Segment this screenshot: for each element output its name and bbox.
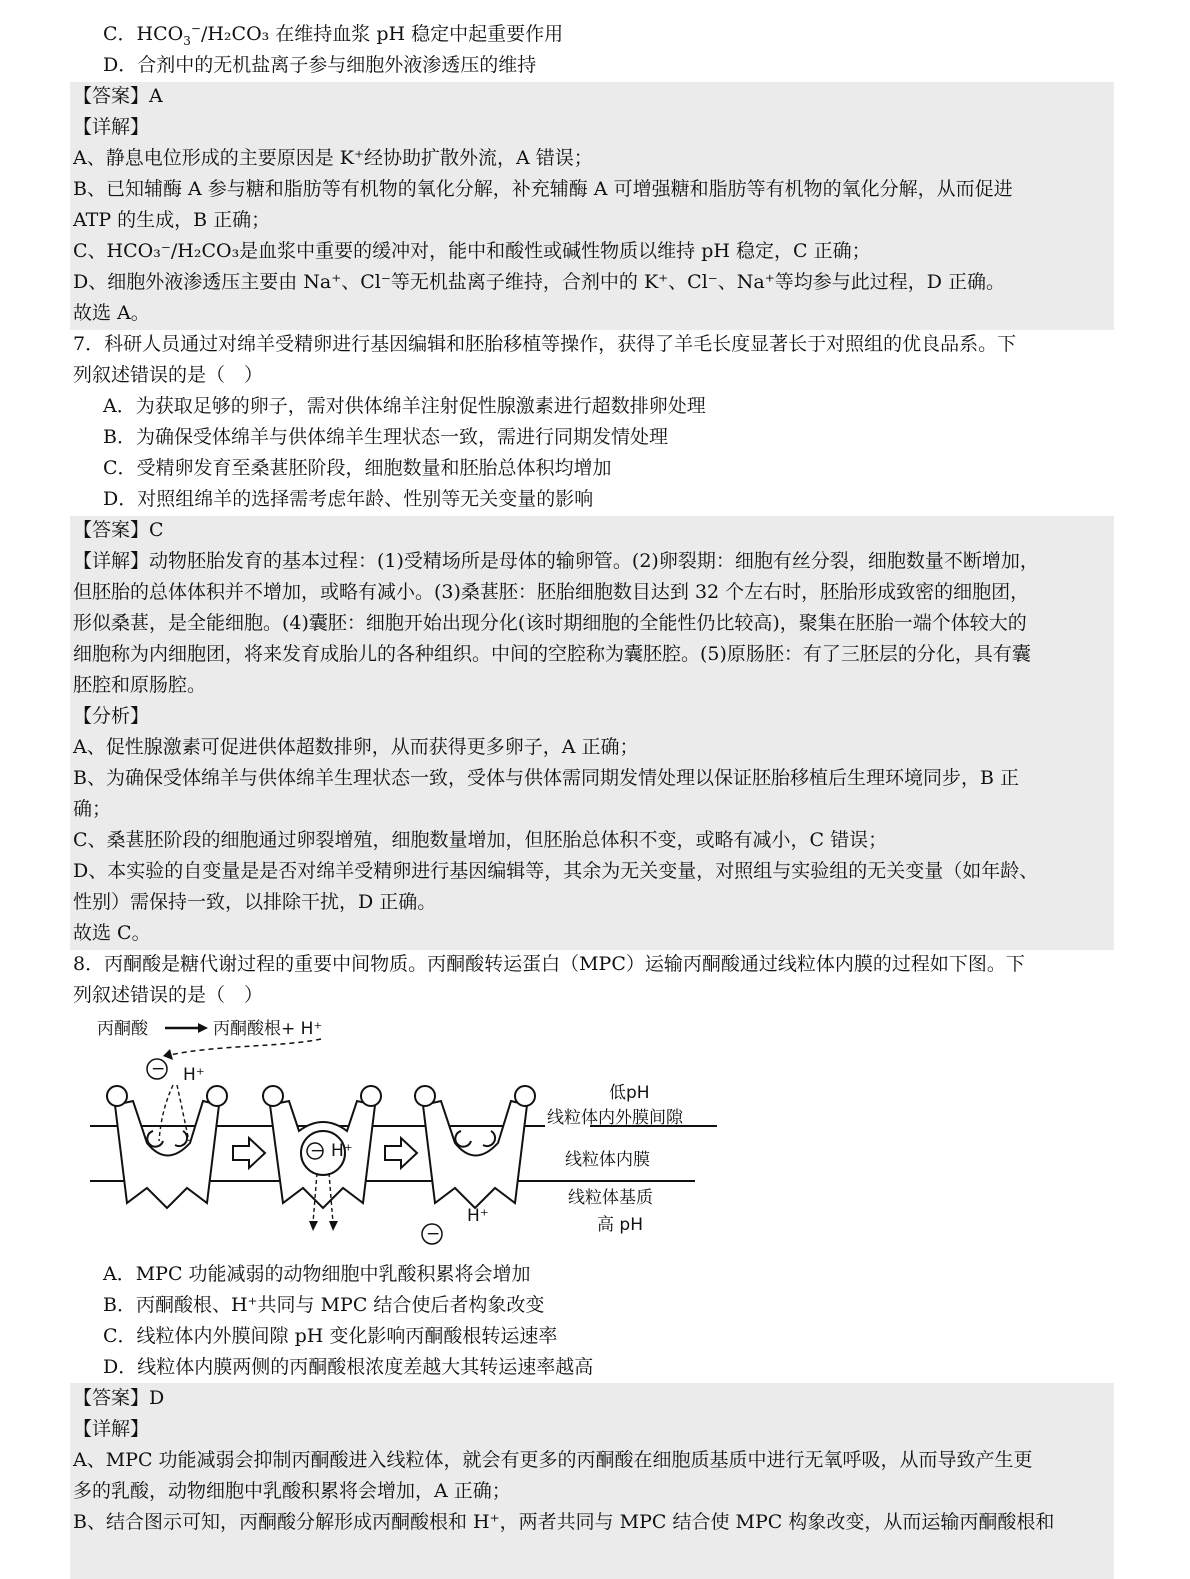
label-pyruvate-plus-h: 丙酮酸根+ H⁺ — [213, 1019, 323, 1039]
mpc-transport-diagram — [85, 1013, 725, 1253]
q7-option-b: B．为确保受体绵羊与供体绵羊生理状态一致，需进行同期发情处理 — [103, 426, 668, 448]
q6-explain-line: C、HCO₃⁻/H₂CO₃是血浆中重要的缓冲对，能中和酸性或碱性物质以维持 pH 稳定，C 正确； — [73, 240, 871, 262]
q8-explain-head: 【详解】 — [73, 1418, 150, 1440]
label-low-ph: 低pH — [609, 1083, 650, 1103]
q7-analysis-line: A、促性腺激素可促进供体超数排卵，从而获得更多卵子，A 正确； — [73, 736, 639, 758]
q8-option-d: D．线粒体内膜两侧的丙酮酸根浓度差越大其转运速率越高 — [103, 1356, 594, 1378]
q6-explain-line: B、已知辅酶 A 参与糖和脂肪等有机物的氧化分解，补充辅酶 A 可增强糖和脂肪等有机物的氧化分解，从而促进 — [73, 178, 1013, 200]
q7-stem: 7．科研人员通过对绵羊受精卵进行基因编辑和胚胎移植等操作，获得了羊毛长度显著长于对照组的优良品系。下 — [73, 333, 1017, 355]
q6-explain-line: A、静息电位形成的主要原因是 K⁺经协助扩散外流，A 错误； — [73, 147, 593, 169]
q7-explain-line: 【详解】动物胚胎发育的基本过程：(1)受精场所是母体的输卵管。(2)卵裂期：细胞有丝分裂，细胞数量不断增加， — [73, 550, 1039, 572]
q8-explain-line: B、结合图示可知，丙酮酸分解形成丙酮酸根和 H⁺，两者共同与 MPC 结合使 MPC 构象改变，从而运输丙酮酸根和 — [73, 1511, 1055, 1533]
label-pyruvic-acid: 丙酮酸 — [97, 1019, 148, 1039]
svg-text:−: − — [426, 1224, 441, 1244]
q7-analysis-line: C、桑葚胚阶段的细胞通过卵裂增殖，细胞数量增加，但胚胎总体积不变，或略有减小，C 错误； — [73, 829, 888, 851]
q7-option-c: C．受精卵发育至桑葚胚阶段，细胞数量和胚胎总体积均增加 — [103, 457, 612, 479]
block-arrow-2 — [385, 1138, 417, 1168]
reaction-arrow-head — [198, 1023, 208, 1033]
q7-option-d: D．对照组绵羊的选择需考虑年龄、性别等无关变量的影响 — [103, 488, 594, 510]
label-inner-membrane: 线粒体内膜 — [565, 1150, 650, 1170]
mpc-transporter-2 — [263, 1086, 381, 1231]
mpc-transporter-1 — [107, 1085, 227, 1208]
label-intermembrane-space: 线粒体内外膜间隙 — [547, 1108, 683, 1128]
q7-analysis-line: 故选 C。 — [73, 922, 151, 944]
block-arrow-1 — [233, 1138, 265, 1168]
q7-explain-line: 形似桑葚，是全能细胞。(4)囊胚：细胞开始出现分化(该时期细胞的全能性仍比较高)，聚集在胚胎一端个体较大的 — [73, 612, 1027, 634]
label-h-plus-bound: H⁺ — [331, 1141, 353, 1161]
label-high-ph: 高 pH — [597, 1215, 643, 1235]
q7-analysis-line: 性别）需保持一致，以排除干扰，D 正确。 — [73, 891, 437, 913]
q7-analysis-head: 【分析】 — [73, 705, 150, 727]
q8-explain-line: A、MPC 功能减弱会抑制丙酮酸进入线粒体，就会有更多的丙酮酸在细胞质基质中进行无氧呼吸，从而导致产生更 — [73, 1449, 1033, 1471]
q7-stem: 列叙述错误的是（ ） — [73, 364, 264, 386]
q7-explain-line: 胚腔和原肠腔。 — [73, 674, 207, 696]
label-h-plus-matrix: H⁺ — [467, 1206, 489, 1226]
q8-option-c: C．线粒体内外膜间隙 pH 变化影响丙酮酸根转运速率 — [103, 1325, 558, 1347]
mpc-transporter-3 — [415, 1086, 535, 1208]
q6-answer: 【答案】A — [73, 85, 163, 107]
q6-option-c: C．$HCO_3^-$/H₂CO₃ 在维持血浆 pH 稳定中起重要作用 — [103, 21, 564, 48]
q6-explain-line: D、细胞外液渗透压主要由 Na⁺、Cl⁻等无机盐离子维持，合剂中的 K⁺、Cl⁻、Na⁺等均参与此过程，D 正确。 — [73, 271, 1006, 293]
q7-answer: 【答案】C — [73, 519, 164, 541]
q7-option-a: A．为获取足够的卵子，需对供体绵羊注射促性腺激素进行超数排卵处理 — [103, 395, 706, 417]
q6-explain-head: 【详解】 — [73, 116, 150, 138]
q7-explain-line: 细胞称为内细胞团，将来发育成胎儿的各种组织。中间的空腔称为囊胚腔。(5)原肠胚：有了三胚层的分化，具有囊 — [73, 643, 1031, 665]
q8-answer: 【答案】D — [73, 1387, 165, 1409]
q8-option-b: B．丙酮酸根、H⁺共同与 MPC 结合使后者构象改变 — [103, 1294, 545, 1316]
label-matrix: 线粒体基质 — [568, 1188, 653, 1208]
q7-analysis-line: B、为确保受体绵羊与供体绵羊生理状态一致，受体与供体需同期发情处理以保证胚胎移植后生理环境同步，B 正 — [73, 767, 1019, 789]
q7-explain-line: 但胚胎的总体体积并不增加，或略有减小。(3)桑葚胚：胚胎细胞数目达到 32 个左右时，胚胎形成致密的细胞团， — [73, 581, 1030, 603]
q7-analysis-line: D、本实验的自变量是是否对绵羊受精卵进行基因编辑等，其余为无关变量，对照组与实验组的无关变量（如年龄、 — [73, 860, 1039, 882]
q6-explain-line: ATP 的生成，B 正确； — [73, 209, 271, 231]
svg-text:−: − — [310, 1141, 325, 1161]
q6-option-d: D．合剂中的无机盐离子参与细胞外液渗透压的维持 — [103, 54, 537, 76]
minus-sign: − — [151, 1059, 166, 1079]
label-h-plus-top: H⁺ — [183, 1065, 205, 1085]
q6-explain-line: 故选 A。 — [73, 302, 150, 324]
q8-stem: 8．丙酮酸是糖代谢过程的重要中间物质。丙酮酸转运蛋白（MPC）运输丙酮酸通过线粒体内膜的过程如下图。下 — [73, 953, 1025, 975]
dashed-arrow-path — [170, 1039, 321, 1055]
q8-explain-line: 多的乳酸，动物细胞中乳酸积累将会增加，A 正确； — [73, 1480, 511, 1502]
q8-option-a: A．MPC 功能减弱的动物细胞中乳酸积累将会增加 — [103, 1263, 531, 1285]
q8-stem: 列叙述错误的是（ ） — [73, 984, 264, 1006]
q7-analysis-line: 确； — [73, 798, 112, 820]
